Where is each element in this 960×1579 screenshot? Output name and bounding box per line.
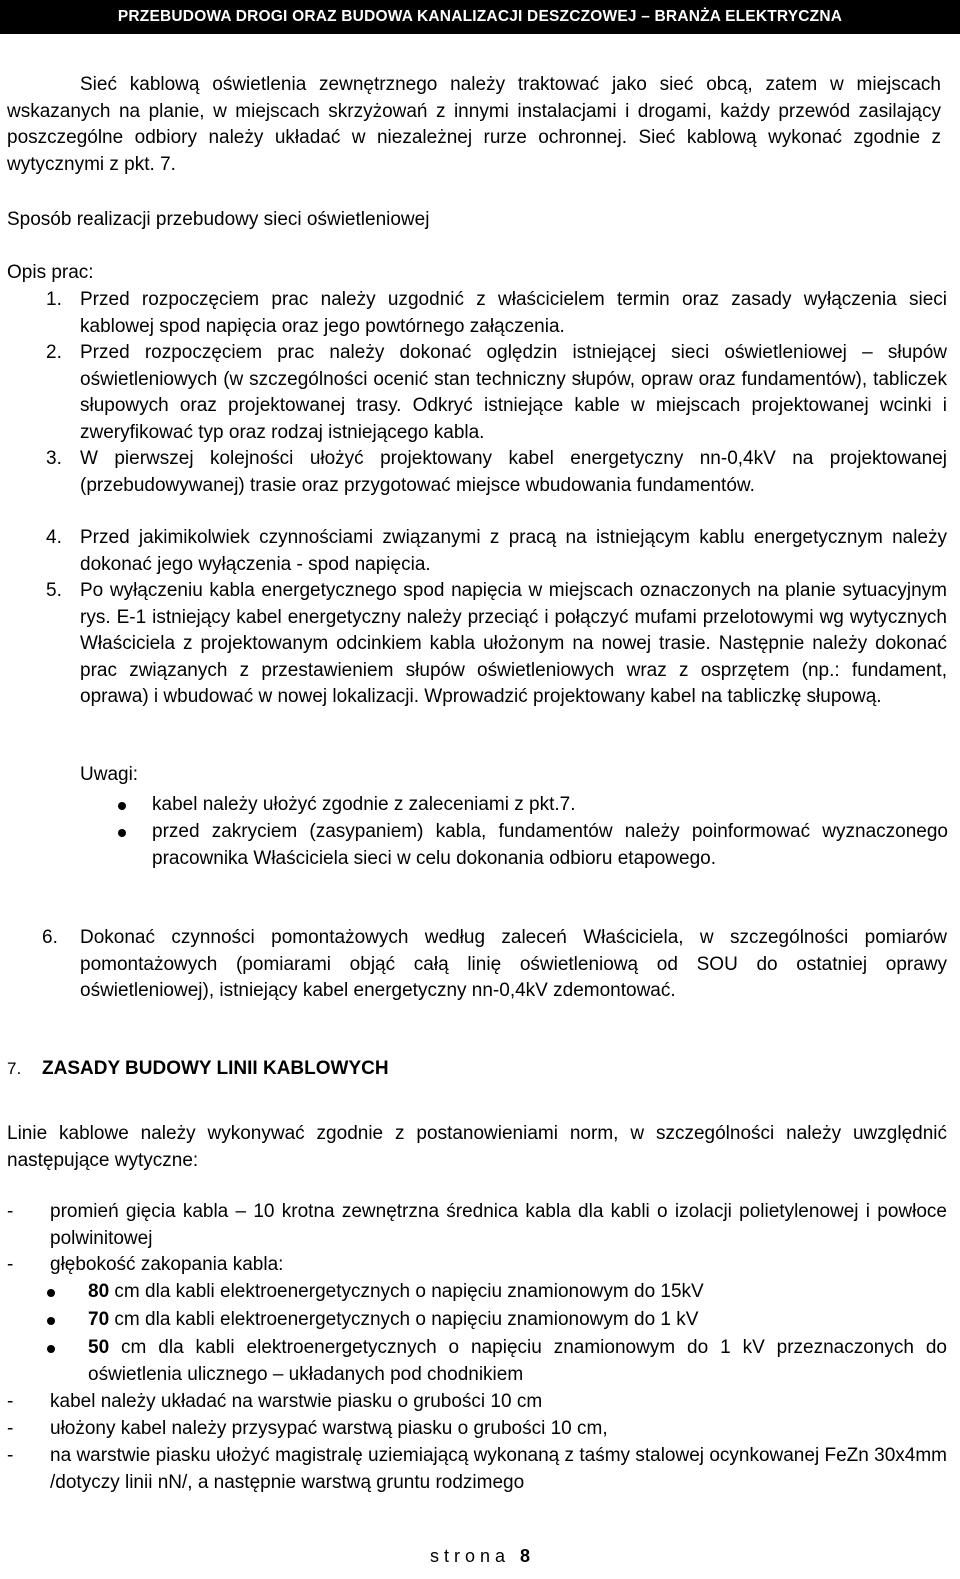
dash-marker: -	[7, 1391, 14, 1412]
dash-marker: -	[7, 1201, 14, 1222]
depth-text: cm dla kabli elektroenergetycznych o napięciu znamionowym do 1 kV	[109, 1309, 699, 1330]
ops-label: Opis prac:	[7, 262, 94, 283]
guideline-text: promień gięcia kabla – 10 krotna zewnętrzna średnica kabla dla kabli o izolacji polietylenowej i powłoce polwinitowej	[50, 1201, 947, 1249]
header-title: PRZEBUDOWA DROGI ORAZ BUDOWA KANALIZACJI DESZCZOWEJ – BRANŻA ELEKTRYCZNA	[117, 8, 843, 25]
guideline-text: na warstwie piasku ułożyć magistralę uziemiającą wykonaną z taśmy stalowej ocynkowanej FeZn 30x4mm /dotyczy linii nN/, a następnie warstwą gruntu rodzimego	[50, 1445, 947, 1493]
depth-item-3	[43, 1335, 947, 1388]
op-item-1	[46, 287, 947, 340]
op-number: 3.	[46, 448, 62, 469]
guideline-item-2	[7, 1252, 947, 1279]
dash-marker: -	[7, 1418, 14, 1439]
op-item-2	[46, 340, 947, 446]
op-number: 2.	[46, 342, 62, 363]
intro-paragraph: Sieć kablową oświetlenia zewnętrznego należy traktować jako sieć obcą, zatem w miejscach wskazanych na planie, w miejscach skrzyżowań z innymi instalacjami i drogami, każdy przewód zasilający poszczególne odbiory należy układać w niezależnej rurze ochronnej. Sieć kablową wykonać zgodnie z wytycznymi z pkt. 7.	[7, 74, 941, 175]
depth-item-1	[43, 1279, 947, 1306]
depth-value: 80	[88, 1281, 110, 1302]
guideline-item-4	[7, 1416, 947, 1443]
section-number: 7.	[7, 1059, 22, 1078]
depth-text: cm dla kabli elektroenergetycznych o napięciu znamionowym do 15kV	[109, 1281, 704, 1302]
op-text: W pierwszej kolejności ułożyć projektowany kabel energetyczny nn-0,4kV na projektowanej (przebudowywanej) trasie oraz przygotować miejsce wbudowania fundamentów.	[80, 448, 947, 496]
footer-label: strona	[429, 1546, 510, 1566]
page-footer	[0, 1546, 960, 1567]
uwagi-item-1	[118, 792, 948, 819]
op-number: 4.	[46, 527, 62, 548]
op-number: 6.	[42, 927, 58, 948]
guideline-text: głębokość zakopania kabla:	[50, 1254, 284, 1275]
op-text: Dokonać czynności pomontażowych według zaleceń Właściciela, w szczególności pomiarów pomontażowych (pomiarami objąć całą linię oświetleniową od SOU do ostatniej oprawy oświetleniowej), istniejący kabel energetyczny nn-0,4kV zdemontować.	[80, 927, 947, 1001]
op-text: Przed rozpoczęciem prac należy uzgodnić z właścicielem termin oraz zasady wyłączenia sieci kablowej spod napięcia oraz jego powtórnego załączenia.	[80, 289, 947, 337]
uwagi-item-2	[118, 819, 948, 872]
op-item-6	[42, 925, 947, 1005]
guideline-text: ułożony kabel należy przysypać warstwą piasku o grubości 10 cm,	[50, 1418, 608, 1439]
op-item-5	[46, 578, 947, 711]
bullet-icon	[47, 1345, 55, 1353]
bullet-icon	[47, 1289, 55, 1297]
op-text: Przed rozpoczęciem prac należy dokonać oględzin istniejącej sieci oświetleniowej – słupów oświetleniowych (w szczególności ocenić stan techniczny słupów, opraw oraz fundamentów), tabliczek słupowych oraz projektowanej trasy. Odkryć istniejące kable w miejscach projektowanej wcinki i zweryfikować typ oraz rodzaj istniejącego kabla.	[80, 342, 947, 443]
section-title-text: ZASADY BUDOWY LINII KABLOWYCH	[42, 1058, 389, 1079]
uwagi-text: kabel należy ułożyć zgodnie z zaleceniami z pkt.7.	[152, 794, 576, 815]
guideline-text: kabel należy układać na warstwie piasku o grubości 10 cm	[50, 1391, 543, 1412]
op-text: Przed jakimikolwiek czynnościami związanymi z pracą na istniejącym kablu energetycznym należy dokonać jego wyłączenia - spod napięcia.	[80, 527, 947, 575]
bullet-icon	[118, 802, 126, 810]
dash-marker: -	[7, 1254, 14, 1275]
page-number: 8	[520, 1546, 531, 1566]
bullet-icon	[118, 829, 126, 837]
page-header	[0, 0, 960, 34]
op-item-4	[46, 525, 947, 578]
depth-value: 70	[88, 1309, 110, 1330]
subheading: Sposób realizacji przebudowy sieci oświetleniowej	[7, 209, 430, 230]
section-intro: Linie kablowe należy wykonywać zgodnie z postanowieniami norm, w szczególności należy uwzględnić następujące wytyczne:	[7, 1123, 947, 1171]
uwagi-text: przed zakryciem (zasypaniem) kabla, fundamentów należy poinformować wyznaczonego pracownika Właściciela sieci w celu dokonania odbioru etapowego.	[152, 821, 948, 869]
guideline-item-1	[7, 1199, 947, 1252]
uwagi-label: Uwagi:	[80, 764, 139, 785]
op-number: 1.	[46, 289, 62, 310]
depth-item-2	[43, 1307, 947, 1334]
op-text: Po wyłączeniu kabla energetycznego spod napięcia w miejscach oznaczonych na planie sytuacyjnym rys. E-1 istniejący kabel energetyczny należy przeciąć i połączyć mufami przelotowymi wg wytycznych Właściciela z projektowanym odcinkiem kabla ułożonym na nowej trasie. Następnie należy dokonać prac związanych z przestawieniem słupów oświetleniowych wraz z osprzętem (np.: fundament, oprawa) i wbudować w nowej lokalizacji. Wprowadzić projektowany kabel na tabliczkę słupową.	[80, 580, 947, 707]
op-item-3	[46, 446, 947, 499]
guideline-item-3	[7, 1389, 947, 1416]
depth-text: cm dla kabli elektroenergetycznych o napięciu znamionowym do 1 kV przeznaczonych do oświetlenia ulicznego – układanych pod chodnikiem	[88, 1337, 947, 1385]
section-title	[7, 1058, 389, 1080]
dash-marker: -	[7, 1445, 14, 1466]
op-number: 5.	[46, 580, 62, 601]
depth-value: 50	[88, 1337, 110, 1358]
bullet-icon	[47, 1317, 55, 1325]
guideline-item-5	[7, 1443, 947, 1496]
